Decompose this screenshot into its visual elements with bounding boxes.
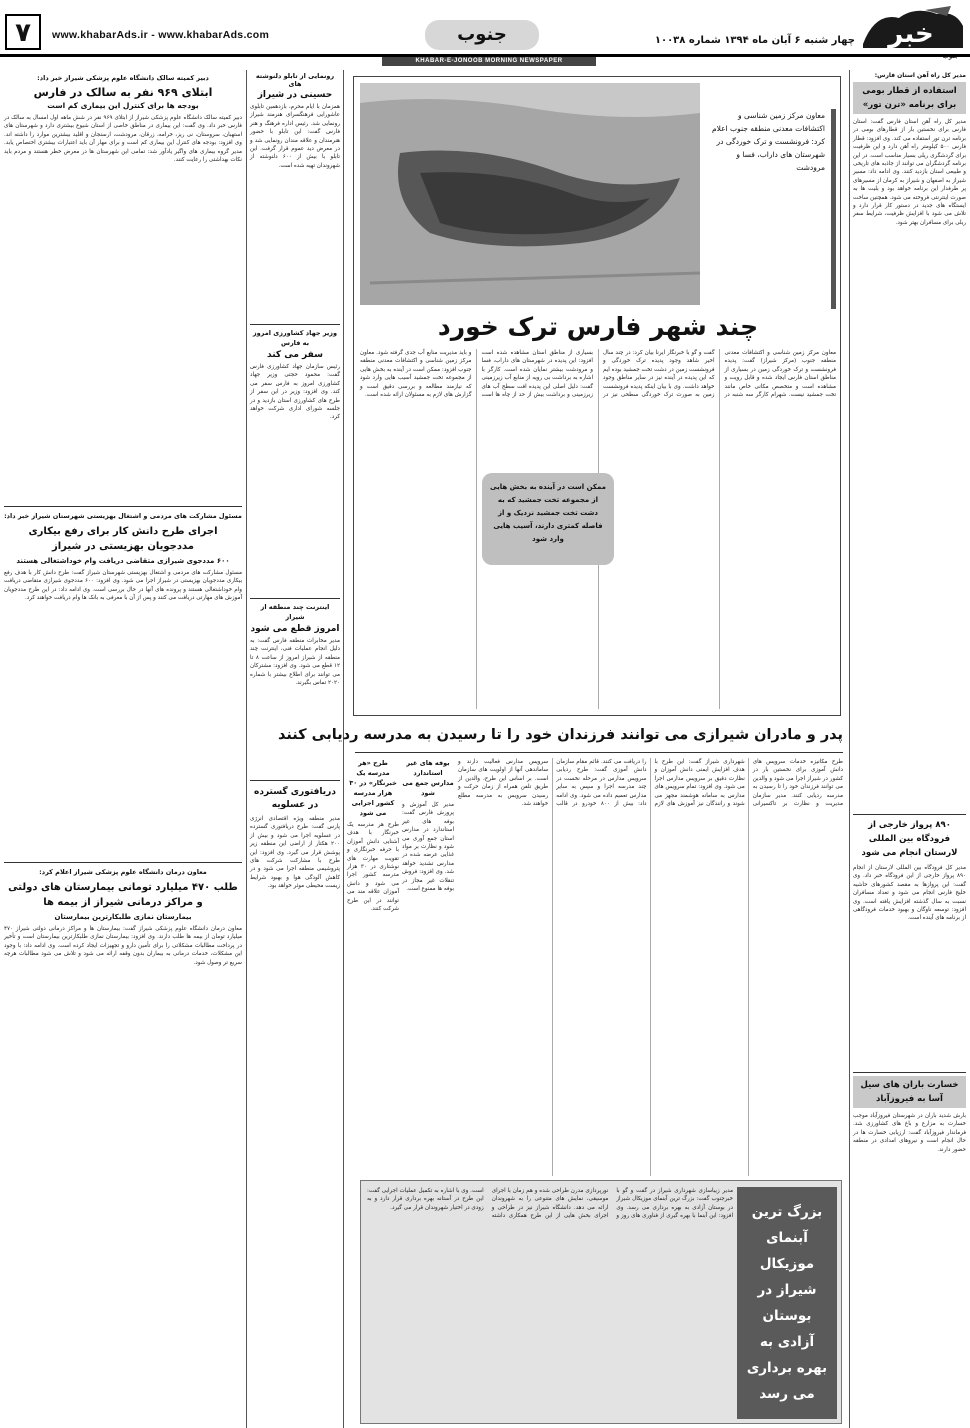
section-title-text: جنوب <box>457 24 507 45</box>
lead-headline: چند شهر فارس ترک خورد <box>437 312 759 341</box>
story-headline: ۸۹۰ پرواز خارجی از فرودگاه بین المللی لارستان انجام می شود <box>861 820 958 858</box>
divider <box>4 506 242 507</box>
promo-text: مدیر زیباسازی شهرداری شیراز در گفت و گو با خبرجنوب گفت: بزرگ ترین آبنمای موزیکال شیراز در بوستان آزادی به بهره برداری می رسد. وی افزود: این آبنما با بهره گیری از فناوری های روز و نورپردازی مدرن طراحی شده و هم زمان با اجرای موسیقی، نمایش های متنوعی را به شهروندان ارائه می دهد. دانشگاه شیراز نیز در طراحی و اجرای بخش هایی از این طرح همکاری داشته است. وی با اشاره به تکمیل عملیات اجرایی گفت: این طرح در آستانه بهره برداری قرار دارد و به زودی در اختیار شهروندان قرار می گیرد. <box>367 1188 733 1220</box>
masthead-logo <box>855 4 967 60</box>
divider <box>355 752 843 753</box>
story-body: دبیر کمیته سالک دانشگاه علوم پزشکی شیراز از ابتلای ۹۶۹ نفر در شش ماهه اول امسال به سالک در فارس خبر داد. وی گفت: این بیماری در مناطق خاصی از استان شیوع بیشتری دارد و شهرستان های استهبان، سروستان، نی ریز، خرامه، زرقان، مرودشت، ارسنجان و اقلید بیشترین موارد را داشته اند. وی افزود: بودجه های کنترل این بیماری کم است و برای مهار آن باید اعتبارات بیشتری اختصاص یابد. مدیر گروه بیماری های واگیر یادآور شد: تمامی این شهرستان ها در معرض خطر هستند و مردم باید نکات بهداشتی را رعایت کنند. <box>4 115 242 164</box>
rail-story[interactable] <box>853 1076 966 1426</box>
brief-body: مدیر مخابرات منطقه فارس گفت: به دلیل انجام عملیات فنی، اینترنت چند منطقه از شیراز امروز از ساعت ۸ تا ۱۲ قطع می شود. وی افزود: مشترکان می توانند برای اطلاع بیشتر با شماره ۲۰۲۰ تماس بگیرند. <box>250 638 340 687</box>
brief-kicker: رونمایی از تابلو دلنوشته های <box>255 72 335 88</box>
lead-pull-quote <box>482 473 614 565</box>
reporter-brief[interactable] <box>347 758 399 1176</box>
right-column <box>853 72 966 1426</box>
story-subhead: ۶۰۰ مددجوی شیرازی متقاضی دریافت وام خوداشتغالی هستند <box>16 557 230 565</box>
health-story[interactable] <box>4 72 242 504</box>
issue-date: چهار شنبه ۶ آبان ماه ۱۳۹۴ شماره ۱۰۰۳۸ <box>654 35 855 46</box>
divider <box>250 598 340 599</box>
brief-body: همزمان با ایام محرم، بازدهمین تابلوی عاشورایی فرهنگسرای هنرمند شیراز رونمایی شد. رئیس اداره فرهنگ و هنر فارس گفت: این تابلو با حضور هنرمندان و علاقه مندان رونمایی شد و در معرض دید عموم قرار گرفت. این تابلو با بیش از ۶۰۰ دلنوشته از شهروندان تهیه شده است. <box>250 104 340 169</box>
brief-headline: دریافتوری گسترده در عسلویه <box>254 787 336 810</box>
welfare-story[interactable] <box>4 510 242 858</box>
brief-body: طرح هر مدرسه یک خبرنگار با هدف آشنایی دانش آموزان با حرفه خبرنگاری و تقویت مهارت های نوشتاری در ۳۰ هزار مدرسه کشور اجرا می شود و دانش آموزان علاقه مند می توانند در این طرح شرکت کنند. <box>347 822 399 913</box>
story-kicker: مسئول مشارکت های مردمی و اشتغال بهزیستی شهرستان شیراز خبر داد: <box>4 512 242 520</box>
lead-body-text: معاون مرکز زمین شناسی و اکتشافات معدنی منطقه جنوب (مرکز شیراز) گفت: پدیده فرونشست و ترک خوردگی زمین در بسیاری از مناطق استان فارس ایجاد شده و قابل رویت و مشاهده است و متخصص مکانی خاص مانند تخت جمشید نیست. شهرام کارگر سه شنبه در گفت و گو با خبرنگار ایرنا بیان کرد: در چند سال اخیر شاهد وجود پدیده ترک خوردگی و فرونشست زمین در دشت تخت جمشید بوده ایم که این پدیده در آینده نیز در سایر مناطق وجود خواهد داشت. وی با بیان اینکه پدیده فرونشست زمین به صورت ترک خوردگی سطحی نیز در بسیاری از مناطق استان مشاهده شده است افزود: این پدیده در شهرستان های داراب، فسا و مرودشت بیشتر نمایان شده است. کارگر با اشاره به برداشت بی رویه از منابع آب زیرزمینی گفت: دلیل اصلی این پدیده افت سطح آب های زیرزمینی و برداشت بیش از حد از چاه ها است و باید مدیریت منابع آب جدی گرفته شود. معاون مرکز زمین شناسی و اکتشافات معدنی منطقه جنوب افزود: ممکن است در آینده به بخش هایی از مجموعه تخت جمشید آسیب هایی وارد شود که نیازمند مطالعه و بررسی دقیق است و گزارش های لازم به مسئولان ارائه شده است. <box>360 350 836 399</box>
divider <box>250 780 340 781</box>
promo-box[interactable] <box>360 1180 842 1424</box>
svg-text:خبر: خبر <box>888 19 934 49</box>
story-kicker: معاون درمان دانشگاه علوم پزشکی شیراز اعلام کرد: <box>39 868 207 876</box>
brief-story[interactable] <box>250 328 340 596</box>
rail-story[interactable] <box>853 72 966 812</box>
column-rule <box>849 70 850 1428</box>
ground-crack-icon <box>360 83 700 305</box>
pull-quote-text: ممکن است در آینده به بخش هایی از مجموعه تخت جمشید که به دشت تخت جمشید نزدیک و از فاصله کمتری دارند، آسیب هایی وارد شود <box>489 483 607 543</box>
story-body: بارش شدید باران در شهرستان فیروزآباد موجب خسارت به مزارع و باغ های کشاورزی شد. فرماندار فیروزآباد گفت: ارزیابی خسارت ها در حال انجام است و نیروهای امدادی در منطقه حضور دارند. <box>853 1113 966 1153</box>
promo-headline: بزرگ ترین آبنمای موزیکال شیراز در بوستان آزادی به بهره برداری می رسد <box>746 1204 828 1402</box>
buffet-brief[interactable] <box>402 758 454 1176</box>
story-kicker: مدیر کل راه آهن استان فارس: <box>874 72 966 79</box>
divider <box>4 862 242 863</box>
story-subhead: بیمارستان نمازی طلبکارترین بیمارستان <box>54 913 192 921</box>
brief-headline: طرح «هر مدرسه یک خبرنگار» در ۳۰ هزار مدرسه کشور اجرایی می شود <box>349 759 397 817</box>
divider <box>853 814 966 815</box>
brief-story[interactable] <box>250 72 340 322</box>
lead-caption <box>706 109 836 309</box>
promo-body <box>367 1187 733 1419</box>
brief-story[interactable] <box>250 784 340 1424</box>
story-body: مسئول مشارکت های مردمی و اشتغال بهزیستی شهرستان شیراز گفت: طرح دانش کار با هدف رفع بیکاری مددجویان بهزیستی در شیراز اجرا می شود. وی افزود: ۶۰۰ مددجوی شیرازی متقاضی دریافت وام خوداشتغالی هستند و پرونده های آنها در حال بررسی است. وی ادامه داد: در این طرح مددجویان آموزش های مهارتی دریافت می کنند و پس از آن با معرفی به بانک ها وام دریافت خواهند کرد. <box>4 570 243 602</box>
story-body: مدیر کل فرودگاه بین المللی لارستان از انجام ۸۹۰ پرواز خارجی از این فرودگاه خبر داد. وی گفت: این پروازها به مقصد کشورهای حاشیه خلیج فارس انجام می شود و تعداد مسافران نسبت به سال گذشته افزایش یافته است. وی افزود: توسعه ناوگان و بهبود خدمات فرودگاهی از برنامه های آینده است. <box>853 865 966 922</box>
brief-headline: حسینی در شیراز <box>257 90 333 100</box>
tracking-story-body <box>458 758 843 1176</box>
story-headline: اجرای طرح دانش کار برای رفع بیکاری مددجویان بهزیستی در شیراز <box>28 526 218 552</box>
masthead-subtitle-bar <box>382 57 596 66</box>
left-column <box>4 72 242 1426</box>
brief-kicker: وزیر جهاد کشاورزی امروز به فارس <box>252 329 338 347</box>
brief-headline: امروز قطع می شود <box>250 624 340 634</box>
story-headline: طلب ۴۷۰ میلیارد تومانی بیمارستان های دولتی و مراکز درمانی شیراز از بیمه ها <box>8 882 238 908</box>
brief-body: رئیس سازمان جهاد کشاورزی فارس گفت: محمود حجتی وزیر جهاد کشاورزی امروز به فارس سفر می کند. وی افزود: وزیر در این سفر از طرح های کشاورزی استان بازدید و در جلسه شورای اداری شرکت خواهد کرد. <box>250 364 340 421</box>
brief-headline: سفر می کند <box>267 350 323 360</box>
lead-caption-text: معاون مرکز زمین شناسی و اکتشافات معدنی منطقه جنوب اعلام کرد: فرونشست و ترک خوردگی در شهرستان های داراب، فسا و مرودشت <box>711 111 825 172</box>
brief-body: مدیر منطقه ویژه اقتصادی انرژی پارس گفت: طرح دریافتوری گسترده در عسلویه اجرا می شود و بیش از ۲۰۰ هکتار از اراضی این منطقه زیر پوشش قرار می گیرد. وی افزود: این طرح با مشارکت شرکت های پتروشیمی منطقه اجرا می شود و در کاهش آلودگی هوا و بهبود شرایط زیست محیطی موثر خواهد بود. <box>250 816 340 890</box>
section-title <box>425 20 539 50</box>
story-kicker: دبیر کمیته سالک دانشگاه علوم پزشکی شیراز خبر داد: <box>37 74 209 82</box>
story-body: معاون درمان دانشگاه علوم پزشکی شیراز گفت: بیمارستان ها و مراکز درمانی دولتی شیراز ۴۷۰ میلیارد تومان از بیمه ها طلب دارند. وی افزود: بیمارستان نمازی طلبکارترین بیمارستان است و تأخیر در پرداخت مطالبات مشکلاتی را برای تأمین دارو و تجهیزات ایجاد کرده است. وی ادامه داد: با وجود این مشکلات، خدمات درمانی به بیماران بدون وقفه ارائه می شود و تلاش می شود مطالبات هرچه سریع تر وصول شود. <box>4 926 242 966</box>
brief-story[interactable] <box>250 602 340 778</box>
page-number: ۷ <box>15 18 31 48</box>
brief-kicker: اینترنت چند منطقه از شیراز <box>260 603 330 621</box>
logo-icon <box>855 4 967 60</box>
story-headline: استفاده از قطار بومی برای برنامه «ترن تور» <box>853 82 966 114</box>
column-rule <box>246 70 247 1428</box>
story-body: مدیر کل راه آهن استان فارس گفت: استان فارس برای نخستین بار از قطارهای بومی در برنامه ترن تور استفاده می کند. وی افزود: قطار فارس ۵۰۰ کیلومتر راه آهن دارد و این ظرفیت برای گردشگری ریلی بسیار مناسب است. در این برنامه گردشگران می توانند از جاذبه های تاریخی و طبیعی استان بازدید کنند. وی ادامه داد: مسیر شیراز به اصفهان و شیراز به کرمان از مسیرهای پر طرفدار این برنامه خواهد بود و بلیت ها به صورت اینترنتی فروخته می شود. همچنین ساخت ایستگاه های جدید در دستور کار قرار دارد و تلاش می شود با افزایش ظرفیت، شرایط سفر ریلی برای مسافران بهتر شود. <box>853 119 966 226</box>
divider <box>853 1072 966 1073</box>
masthead <box>0 0 970 68</box>
story-subhead: بودجه ها برای کنترل این بیماری کم است <box>47 101 199 110</box>
tracking-story-headline[interactable]: پدر و مادران شیرازی می توانند فرزندان خود را تا رسیدن به مدرسه ردیابی کنند <box>277 727 843 743</box>
rail-story[interactable] <box>853 818 966 1070</box>
story-headline: ابتلای ۹۶۹ نفر به سالک در فارس <box>33 86 213 99</box>
brief-headline: بوفه های غیر استاندارد مدارس جمع می شود <box>402 759 454 797</box>
brief-body: مدیر کل آموزش و پرورش فارس گفت: بوفه های غیر استاندارد در مدارس استان جمع آوری می شود و نظارت بر مواد غذایی عرضه شده در مدارس تشدید خواهد شد. وی افزود: فروش تنقلات غیر مجاز در بوفه ها ممنوع است. <box>402 802 454 893</box>
site-links[interactable]: www.khabarAds.ir - www.khabarAds.com <box>52 29 270 41</box>
story-headline: خسارت باران های سیل آسا به فیروزآباد <box>853 1076 966 1108</box>
lead-story-box[interactable] <box>353 76 841 716</box>
tracking-story-text: طرح مکانیزه خدمات سرویس های دانش آموزی برای نخستین بار در کشور در شیراز اجرا می شود و والدین می توانند فرزندان خود را تا رسیدن به مدرسه ردیابی کنند. مدیر سازمان مدیریت و نظارت بر تاکسیرانی شهرداری شیراز گفت: این طرح با هدف افزایش ایمنی دانش آموزان و نظارت دقیق بر سرویس مدارس اجرا می شود. وی افزود: تمام سرویس های مدارس به سامانه هوشمند مجهز می شوند و رانندگان نیز آموزش های لازم را دریافت می کنند. قائم مقام سازمان دانش آموزی گفت: طرح ردیابی سرویس مدارس در مرحله نخست در چند مدرسه اجرا و سپس به سایر مدارس تعمیم داده می شود. وی ادامه داد: بیش از ۸۰۰ خودرو در قالب سرویس مدارس فعالیت دارند و ساماندهی آنها از اولویت های سازمان است. بر اساس این طرح، والدین از طریق تلفن همراه از زمان حرکت و رسیدن سرویس به مدرسه مطلع خواهند شد. <box>458 759 843 808</box>
masthead-subtitle: KHABAR-E-JONOOB MORNING NEWSPAPER <box>415 58 563 64</box>
promo-headline-box <box>737 1187 837 1419</box>
page-number-box <box>5 14 41 50</box>
lead-photo <box>360 83 700 305</box>
divider <box>250 324 340 325</box>
insurance-story[interactable] <box>4 866 242 1426</box>
